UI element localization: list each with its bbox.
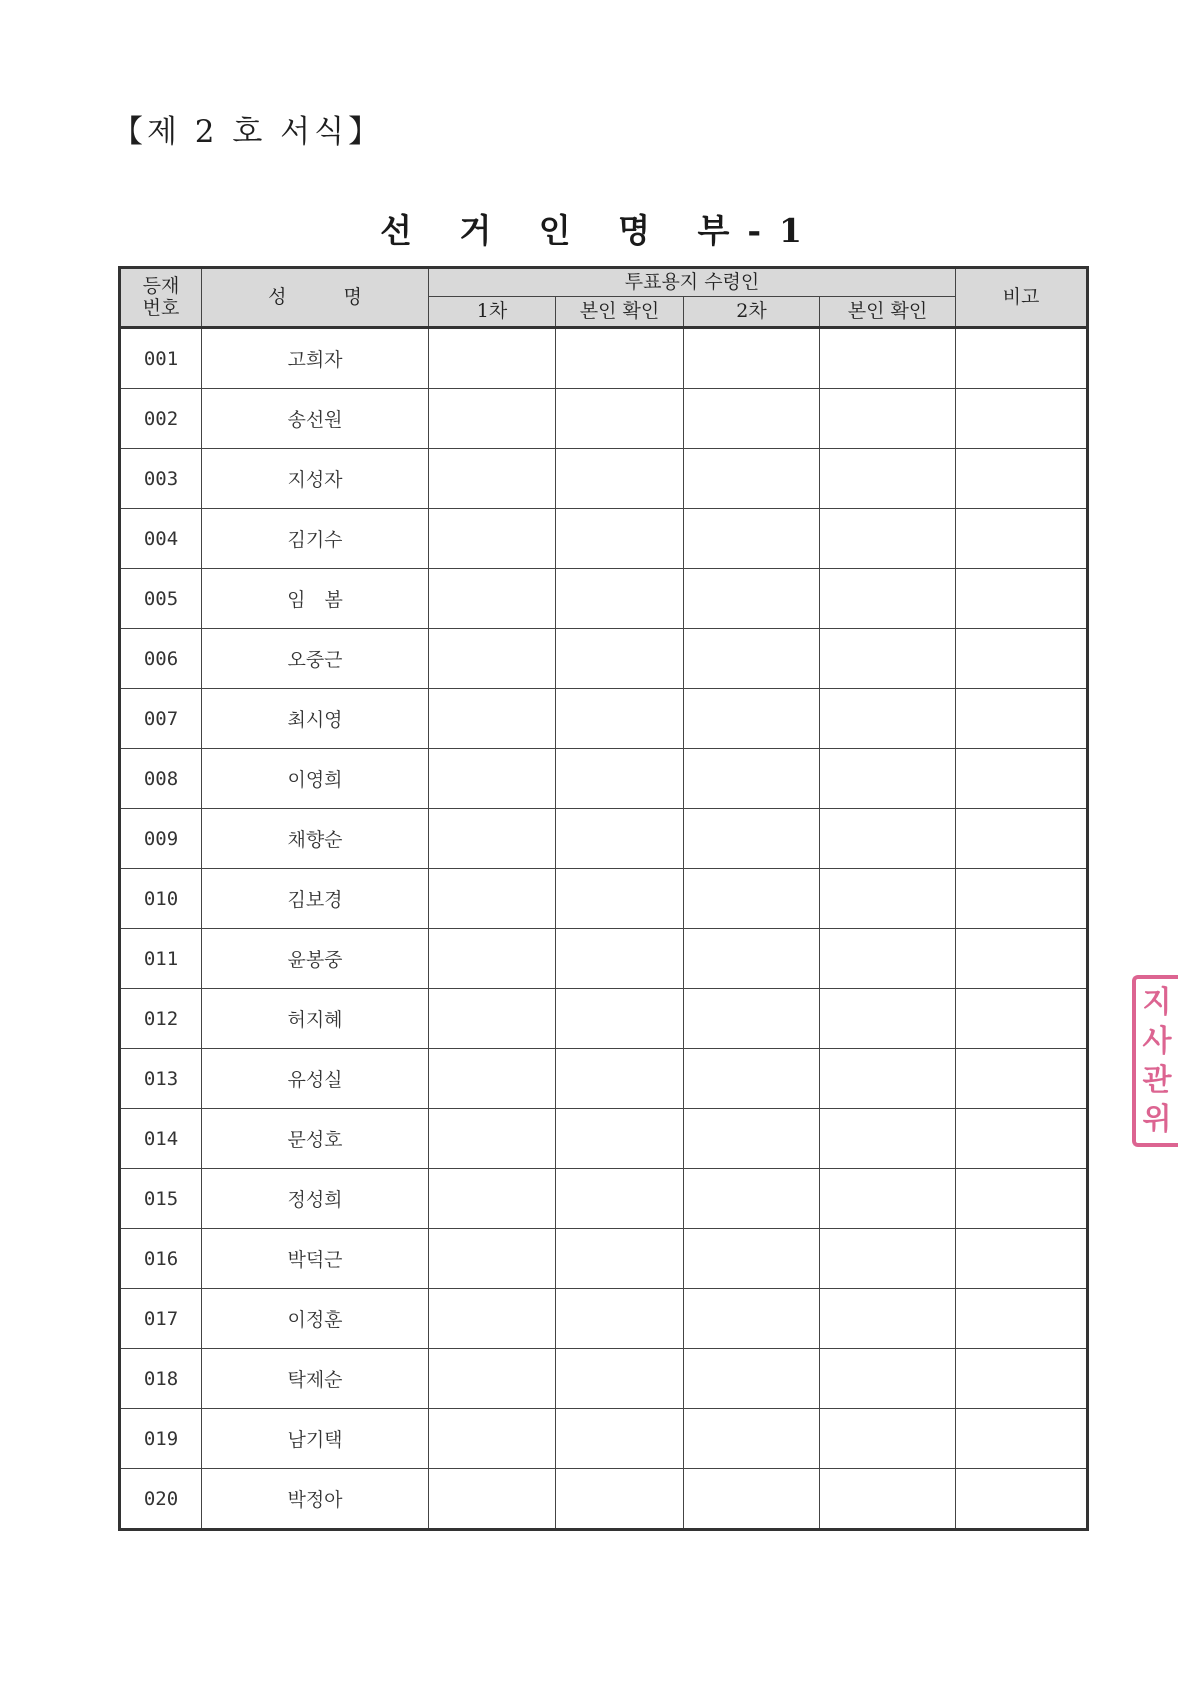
registration-number-cell: 010 (120, 869, 202, 929)
first-round-cell[interactable] (429, 328, 556, 389)
first-identity-check-cell[interactable] (556, 929, 684, 989)
registration-number-cell: 015 (120, 1169, 202, 1229)
header-second-identity-check: 본인 확인 (820, 297, 956, 328)
table-row (120, 1409, 1088, 1469)
header-registration-number: 등재 번호 (120, 268, 202, 328)
second-identity-check-cell[interactable] (820, 328, 956, 389)
table-row (120, 869, 1088, 929)
table-row (120, 449, 1088, 509)
first-identity-check-cell[interactable] (556, 569, 684, 629)
voter-name-cell: 오중근 (202, 629, 429, 689)
second-identity-check-cell[interactable] (820, 749, 956, 809)
remarks-cell[interactable] (956, 1109, 1088, 1169)
voter-name-cell: 남기택 (202, 1409, 429, 1469)
first-round-cell[interactable] (429, 749, 556, 809)
official-seal-stamp (1132, 975, 1178, 1147)
table-row (120, 929, 1088, 989)
header-ballot-recipient: 투표용지 수령인 (429, 268, 956, 297)
remarks-cell[interactable] (956, 1289, 1088, 1349)
first-identity-check-cell[interactable] (556, 809, 684, 869)
header-second-round: 2차 (684, 297, 820, 328)
remarks-cell[interactable] (956, 569, 1088, 629)
registration-number-cell: 019 (120, 1409, 202, 1469)
second-identity-check-cell[interactable] (820, 869, 956, 929)
table-row (120, 1349, 1088, 1409)
first-round-cell[interactable] (429, 569, 556, 629)
second-round-cell[interactable] (684, 389, 820, 449)
table-row (120, 1049, 1088, 1109)
second-round-cell[interactable] (684, 509, 820, 569)
first-identity-check-cell[interactable] (556, 1049, 684, 1109)
table-row (120, 749, 1088, 809)
first-round-cell[interactable] (429, 629, 556, 689)
roster-body (120, 328, 1088, 1530)
first-identity-check-cell[interactable] (556, 1349, 684, 1409)
first-identity-check-cell[interactable] (556, 1409, 684, 1469)
first-round-cell[interactable] (429, 1049, 556, 1109)
voter-name-cell: 이정훈 (202, 1289, 429, 1349)
second-round-cell[interactable] (684, 689, 820, 749)
first-round-cell[interactable] (429, 989, 556, 1049)
table-row (120, 689, 1088, 749)
registration-number-cell: 012 (120, 989, 202, 1049)
first-round-cell[interactable] (429, 1349, 556, 1409)
registration-number-cell: 017 (120, 1289, 202, 1349)
second-round-cell[interactable] (684, 1169, 820, 1229)
first-round-cell[interactable] (429, 449, 556, 509)
second-identity-check-cell[interactable] (820, 989, 956, 1049)
first-round-cell[interactable] (429, 1409, 556, 1469)
second-round-cell[interactable] (684, 1289, 820, 1349)
remarks-cell[interactable] (956, 1349, 1088, 1409)
voter-name-cell: 임 봄 (202, 569, 429, 629)
remarks-cell[interactable] (956, 1049, 1088, 1109)
second-round-cell[interactable] (684, 929, 820, 989)
table-row (120, 1109, 1088, 1169)
second-identity-check-cell[interactable] (820, 569, 956, 629)
remarks-cell[interactable] (956, 1229, 1088, 1289)
voter-name-cell: 정성희 (202, 1169, 429, 1229)
remarks-cell[interactable] (956, 809, 1088, 869)
first-identity-check-cell[interactable] (556, 1169, 684, 1229)
registration-number-cell: 008 (120, 749, 202, 809)
registration-number-cell: 004 (120, 509, 202, 569)
second-round-cell[interactable] (684, 1109, 820, 1169)
remarks-cell[interactable] (956, 989, 1088, 1049)
remarks-cell[interactable] (956, 629, 1088, 689)
second-round-cell[interactable] (684, 1049, 820, 1109)
remarks-cell[interactable] (956, 929, 1088, 989)
second-round-cell[interactable] (684, 989, 820, 1049)
second-round-cell[interactable] (684, 569, 820, 629)
second-round-cell[interactable] (684, 749, 820, 809)
second-round-cell[interactable] (684, 1469, 820, 1530)
table-row (120, 629, 1088, 689)
first-identity-check-cell[interactable] (556, 989, 684, 1049)
registration-number-cell: 006 (120, 629, 202, 689)
remarks-cell[interactable] (956, 869, 1088, 929)
second-identity-check-cell[interactable] (820, 389, 956, 449)
first-identity-check-cell[interactable] (556, 1229, 684, 1289)
first-round-cell[interactable] (429, 389, 556, 449)
second-identity-check-cell[interactable] (820, 689, 956, 749)
registration-number-cell: 011 (120, 929, 202, 989)
table-row (120, 809, 1088, 869)
first-round-cell[interactable] (429, 1169, 556, 1229)
voter-name-cell: 채향순 (202, 809, 429, 869)
remarks-cell[interactable] (956, 509, 1088, 569)
voter-name-cell: 김기수 (202, 509, 429, 569)
voter-roster-table (118, 266, 1089, 1531)
stamp-character: 지 (1142, 984, 1172, 1020)
remarks-cell[interactable] (956, 689, 1088, 749)
table-row (120, 1169, 1088, 1229)
second-identity-check-cell[interactable] (820, 449, 956, 509)
remarks-cell[interactable] (956, 1469, 1088, 1530)
table-row (120, 1289, 1088, 1349)
second-round-cell[interactable] (684, 1349, 820, 1409)
first-round-cell[interactable] (429, 929, 556, 989)
header-name: 성 명 (202, 268, 429, 328)
table-row (120, 1469, 1088, 1530)
registration-number-cell: 013 (120, 1049, 202, 1109)
registration-number-cell: 002 (120, 389, 202, 449)
second-identity-check-cell[interactable] (820, 1349, 956, 1409)
voter-name-cell: 탁제순 (202, 1349, 429, 1409)
table-row (120, 1229, 1088, 1289)
first-round-cell[interactable] (429, 1229, 556, 1289)
first-identity-check-cell[interactable] (556, 449, 684, 509)
first-identity-check-cell[interactable] (556, 629, 684, 689)
voter-name-cell: 송선원 (202, 389, 429, 449)
first-round-cell[interactable] (429, 1469, 556, 1530)
first-identity-check-cell[interactable] (556, 389, 684, 449)
first-identity-check-cell[interactable] (556, 1469, 684, 1530)
remarks-cell[interactable] (956, 328, 1088, 389)
second-round-cell[interactable] (684, 1409, 820, 1469)
remarks-cell[interactable] (956, 749, 1088, 809)
second-identity-check-cell[interactable] (820, 629, 956, 689)
first-round-cell[interactable] (429, 689, 556, 749)
header-first-round: 1차 (429, 297, 556, 328)
remarks-cell[interactable] (956, 449, 1088, 509)
registration-number-cell: 020 (120, 1469, 202, 1530)
registration-number-cell: 009 (120, 809, 202, 869)
first-round-cell[interactable] (429, 1109, 556, 1169)
first-identity-check-cell[interactable] (556, 328, 684, 389)
first-identity-check-cell[interactable] (556, 1289, 684, 1349)
second-identity-check-cell[interactable] (820, 929, 956, 989)
remarks-cell[interactable] (956, 1169, 1088, 1229)
first-identity-check-cell[interactable] (556, 869, 684, 929)
form-number-label: 【제 2 호 서식】 (112, 114, 384, 150)
voter-name-cell: 박덕근 (202, 1229, 429, 1289)
second-identity-check-cell[interactable] (820, 1109, 956, 1169)
second-round-cell[interactable] (684, 449, 820, 509)
second-round-cell[interactable] (684, 1229, 820, 1289)
table-row (120, 328, 1088, 389)
first-identity-check-cell[interactable] (556, 689, 684, 749)
second-identity-check-cell[interactable] (820, 809, 956, 869)
registration-number-cell: 005 (120, 569, 202, 629)
remarks-cell[interactable] (956, 389, 1088, 449)
registration-number-cell: 016 (120, 1229, 202, 1289)
remarks-cell[interactable] (956, 1409, 1088, 1469)
first-round-cell[interactable] (429, 809, 556, 869)
registration-number-cell: 018 (120, 1349, 202, 1409)
first-identity-check-cell[interactable] (556, 1109, 684, 1169)
table-row (120, 569, 1088, 629)
voter-name-cell: 이영희 (202, 749, 429, 809)
first-round-cell[interactable] (429, 509, 556, 569)
first-round-cell[interactable] (429, 869, 556, 929)
table-row (120, 989, 1088, 1049)
stamp-character: 사 (1142, 1023, 1172, 1059)
table-row (120, 509, 1088, 569)
first-identity-check-cell[interactable] (556, 749, 684, 809)
registration-number-cell: 003 (120, 449, 202, 509)
second-identity-check-cell[interactable] (820, 1469, 956, 1530)
voter-name-cell: 박정아 (202, 1469, 429, 1530)
registration-number-cell: 007 (120, 689, 202, 749)
header-first-identity-check: 본인 확인 (556, 297, 684, 328)
second-identity-check-cell[interactable] (820, 1169, 956, 1229)
first-round-cell[interactable] (429, 1289, 556, 1349)
second-identity-check-cell[interactable] (820, 1229, 956, 1289)
voter-name-cell: 최시영 (202, 689, 429, 749)
voter-name-cell: 지성자 (202, 449, 429, 509)
header-remarks: 비고 (956, 268, 1088, 328)
stamp-character: 관 (1142, 1062, 1172, 1098)
voter-name-cell: 고희자 (202, 328, 429, 389)
first-identity-check-cell[interactable] (556, 509, 684, 569)
second-identity-check-cell[interactable] (820, 1409, 956, 1469)
registration-number-cell: 014 (120, 1109, 202, 1169)
second-round-cell[interactable] (684, 328, 820, 389)
table-row (120, 389, 1088, 449)
voter-name-cell: 문성호 (202, 1109, 429, 1169)
voter-name-cell: 김보경 (202, 869, 429, 929)
stamp-character: 위 (1142, 1101, 1172, 1137)
document-title: 선 거 인 명 부-1 (379, 211, 820, 250)
voter-name-cell: 허지혜 (202, 989, 429, 1049)
second-round-cell[interactable] (684, 869, 820, 929)
second-identity-check-cell[interactable] (820, 509, 956, 569)
voter-name-cell: 유성실 (202, 1049, 429, 1109)
second-round-cell[interactable] (684, 629, 820, 689)
second-round-cell[interactable] (684, 809, 820, 869)
voter-name-cell: 윤봉중 (202, 929, 429, 989)
registration-number-cell: 001 (120, 328, 202, 389)
second-identity-check-cell[interactable] (820, 1049, 956, 1109)
second-identity-check-cell[interactable] (820, 1289, 956, 1349)
